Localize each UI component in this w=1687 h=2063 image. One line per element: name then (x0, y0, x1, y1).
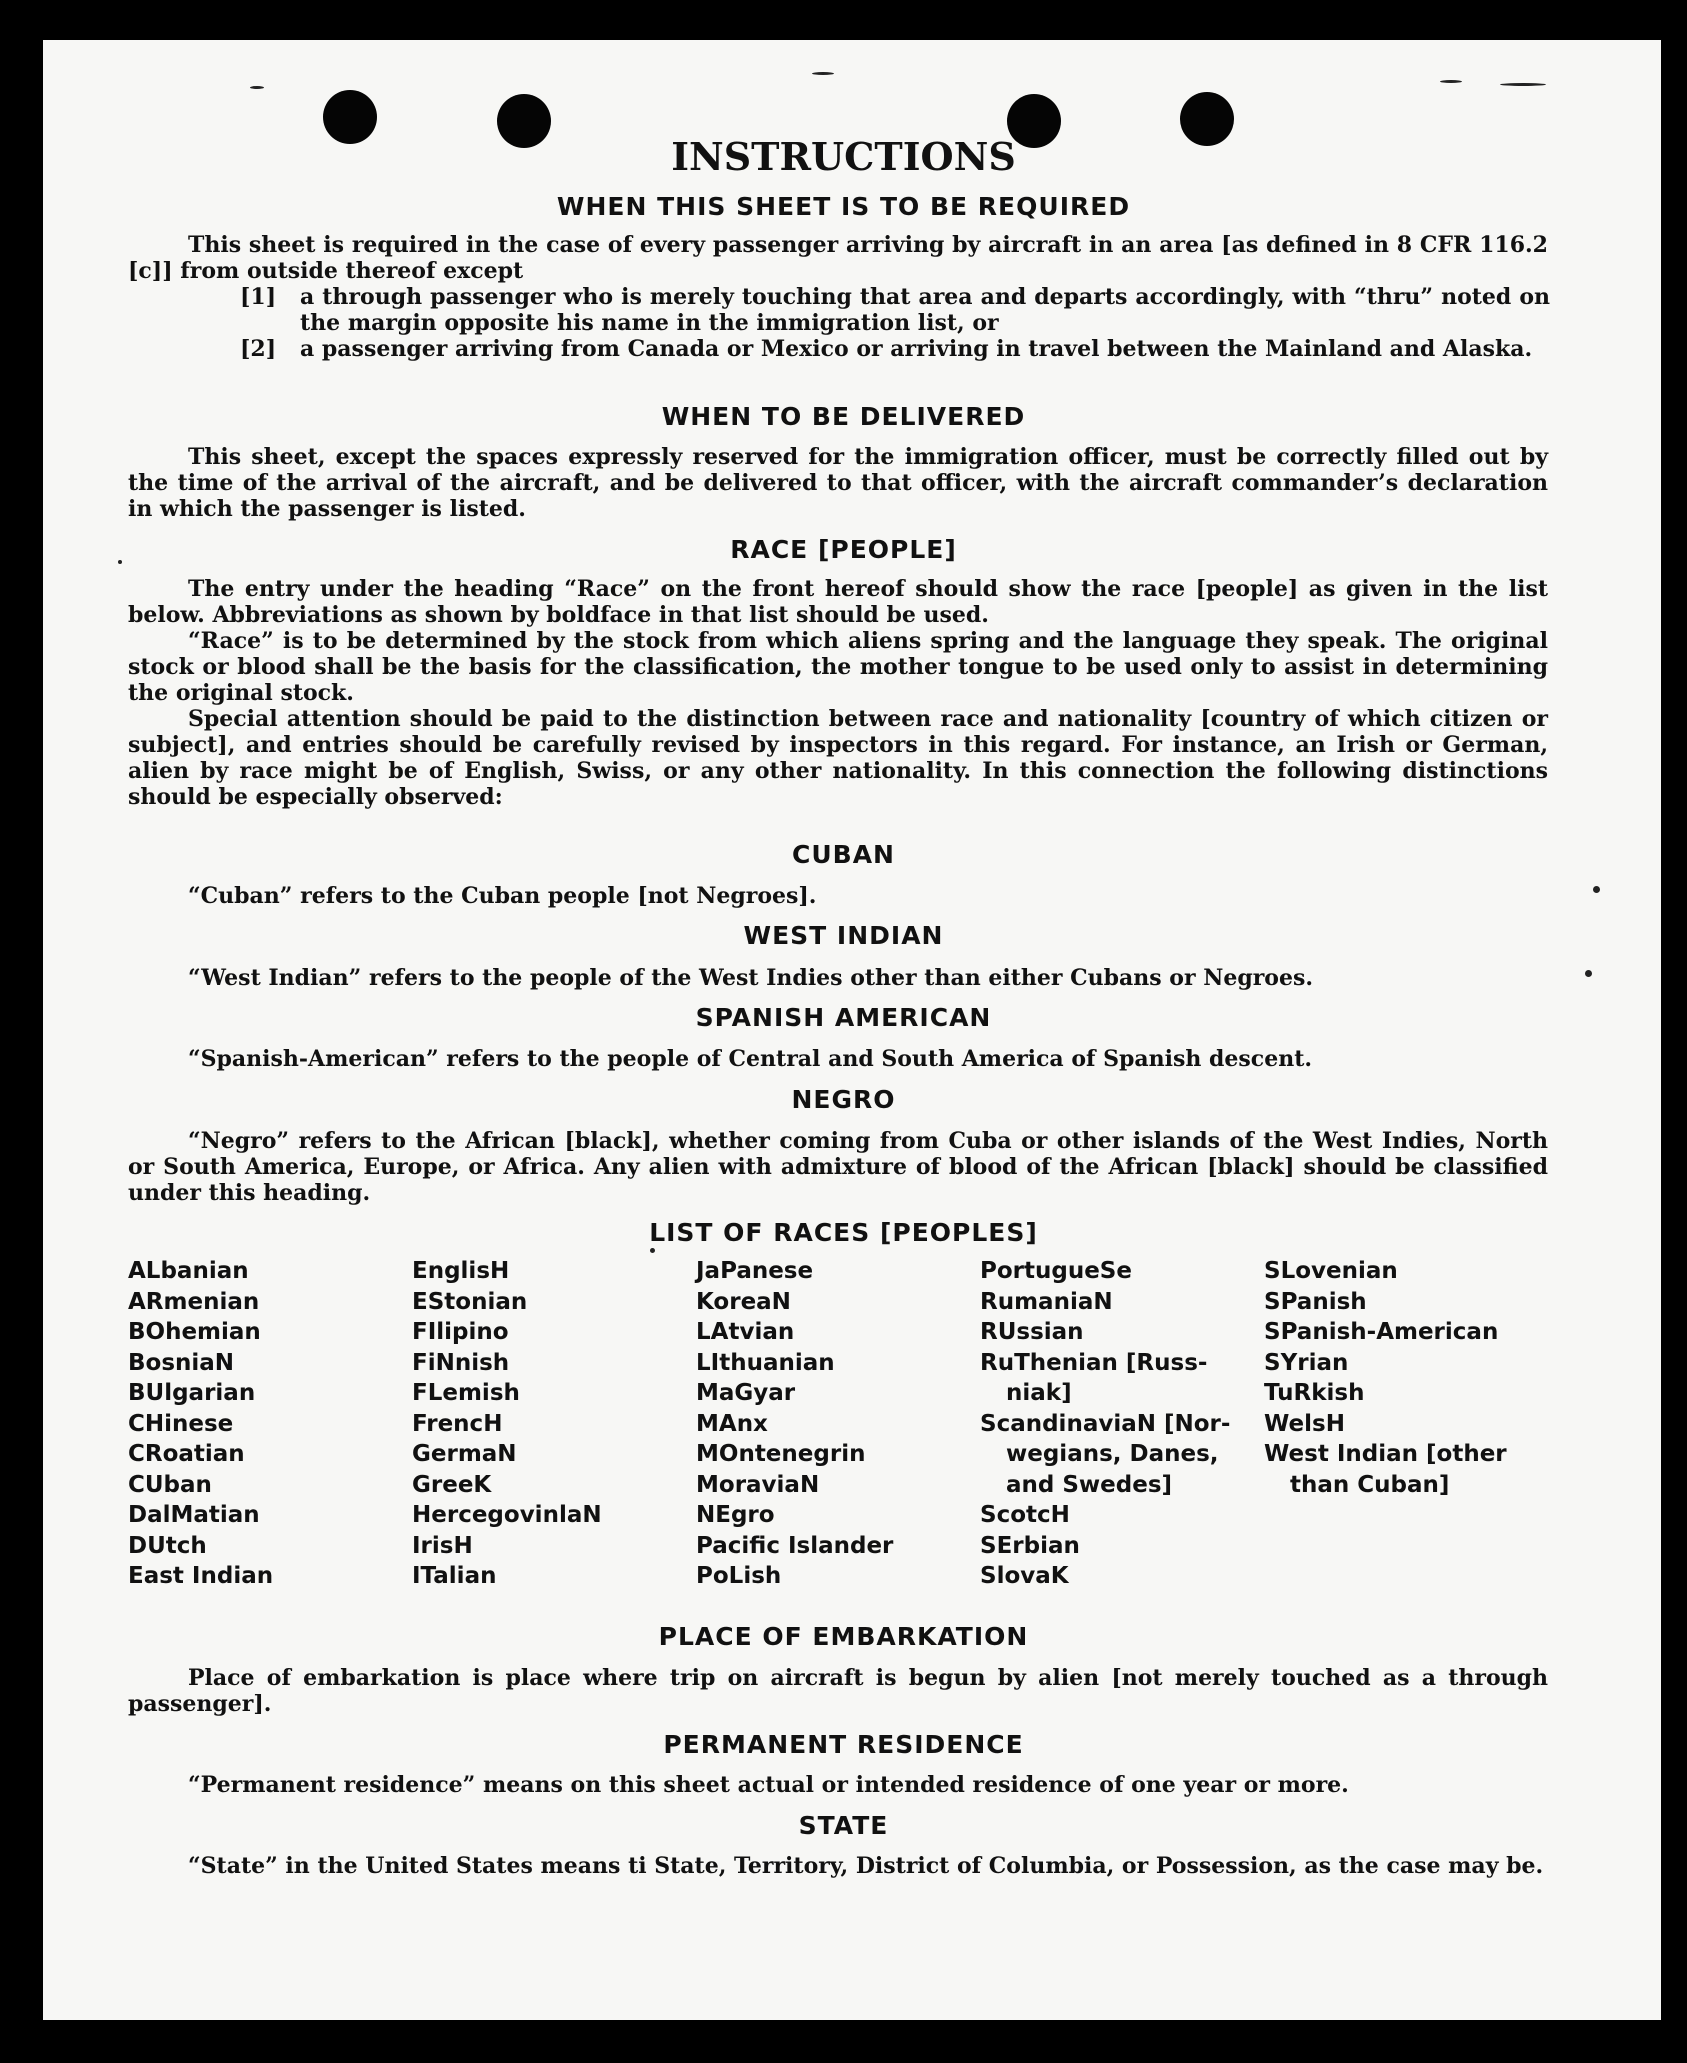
paragraph-text: “Permanent residence” means on this sheet actual or intended residence of one year or more. (188, 1772, 1349, 1798)
heading-required: WHEN THIS SHEET IS TO BE REQUIRED (556, 192, 1131, 221)
heading-cuban: CUBAN (792, 840, 895, 869)
race-item: FrencH (412, 1410, 503, 1437)
speck-mark (650, 1248, 655, 1253)
race-item: CUban (128, 1471, 212, 1498)
heading-list-of-races: LIST OF RACES [PEOPLES] (649, 1218, 1038, 1247)
race-item: IrisH (412, 1532, 473, 1559)
race-item: SPanish (1264, 1288, 1367, 1315)
race-item: KoreaN (696, 1288, 791, 1315)
paragraph-race (128, 576, 1548, 810)
race-item: SYrian (1264, 1349, 1349, 1376)
paragraph-state (128, 1853, 1548, 1879)
speck-mark (1440, 80, 1462, 83)
paragraph-text: Place of embarkation is place where trip on aircraft is begun by alien [not merely touched as a through passenger]. (128, 1665, 1548, 1717)
race-item: BUlgarian (128, 1380, 256, 1406)
speck-mark (1593, 886, 1600, 893)
list-item (240, 336, 1550, 362)
race-item: PoLish (696, 1563, 782, 1589)
race-item: BOhemian (128, 1319, 261, 1345)
race-item: ARmenian (128, 1288, 260, 1315)
heading-race: RACE [PEOPLE] (730, 535, 957, 564)
race-item: EStonian (412, 1288, 528, 1315)
heading-embarkation: PLACE OF EMBARKATION (658, 1622, 1029, 1651)
race-item: East Indian (128, 1563, 274, 1589)
race-item: SPanish-American (1264, 1319, 1499, 1345)
races-list (128, 1256, 1568, 1592)
race-item: JaPanese (696, 1258, 814, 1284)
page-title: INSTRUCTIONS (671, 134, 1016, 179)
race-item: MaGyar (696, 1380, 796, 1406)
heading-state: STATE (798, 1811, 889, 1840)
race-item: FIlipino (412, 1319, 509, 1345)
list-item (240, 284, 1550, 336)
race-item: SErbian (980, 1532, 1080, 1559)
race-item: LAtvian (696, 1319, 795, 1345)
paragraph-text: This sheet is required in the case of every passenger arriving by aircraft in an area [as defined in 8 CFR 116.2 [c]] from outside thereof except (128, 232, 1548, 284)
race-item: ScotcH (980, 1502, 1070, 1528)
race-item-continuation: niak] (1006, 1380, 1072, 1406)
item-text: a passenger arriving from Canada or Mexico or arriving in travel between the Mainland and Alaska. (300, 336, 1533, 362)
race-item: PortugueSe (980, 1258, 1132, 1284)
paragraph-text: “Negro” refers to the African [black], whether coming from Cuba or other islands of the West Indies, North or South America, Europe, or Africa. Any alien with admixture of blood of the African [black] should be classified under this heading. (128, 1128, 1548, 1206)
speck-mark (812, 72, 834, 75)
races-column (128, 1256, 412, 1592)
paragraph-required (128, 232, 1548, 284)
races-column (696, 1256, 980, 1592)
item-text: a through passenger who is merely touching that area and departs accordingly, with “thru” noted on the margin opposite his name in the immigration list, or (300, 284, 1550, 336)
race-item: DUtch (128, 1532, 207, 1559)
paragraph-text: “State” in the United States means ti State, Territory, District of Columbia, or Possession, as the case may be. (188, 1853, 1544, 1879)
paragraph-text: “Spanish-American” refers to the people of Central and South America of Spanish descent. (188, 1046, 1313, 1072)
race-item: RUssian (980, 1319, 1084, 1345)
paragraph-text: Special attention should be paid to the distinction between race and nationality [country of which citizen or subject], and entries should be carefully revised by inspectors in this regard. For instance, an Irish or German, alien by race might be of English, Swiss, or any other nationality. In this connection the following distinctions should be especially observed: (128, 706, 1548, 810)
item-number: [1] (240, 284, 277, 310)
paragraph-negro (128, 1128, 1548, 1206)
race-item-continuation: wegians, Danes, (1006, 1441, 1219, 1467)
race-item: CHinese (128, 1410, 234, 1437)
race-item: West Indian [other (1264, 1441, 1507, 1467)
race-item: DalMatian (128, 1502, 260, 1528)
race-item: GreeK (412, 1471, 492, 1498)
race-item: MOntenegrin (696, 1441, 866, 1467)
race-item: EnglisH (412, 1258, 510, 1284)
heading-spanish-american: SPANISH AMERICAN (695, 1003, 992, 1032)
paragraph-residence (128, 1772, 1548, 1798)
races-column (412, 1256, 696, 1592)
race-item: SLovenian (1264, 1258, 1398, 1284)
race-item: BosniaN (128, 1349, 235, 1376)
race-item: NEgro (696, 1502, 775, 1528)
paragraph-text: “Cuban” refers to the Cuban people [not Negroes]. (188, 883, 817, 909)
paragraph-text: The entry under the heading “Race” on the front hereof should show the race [people] as given in the list below. Abbreviations as shown by boldface in that list should be used. (128, 576, 1548, 628)
speck-mark (1500, 83, 1546, 86)
race-item: WelsH (1264, 1410, 1345, 1437)
heading-west-indian: WEST INDIAN (743, 921, 944, 950)
race-item: TuRkish (1264, 1380, 1365, 1406)
race-item: RuThenian [Russ- (980, 1349, 1208, 1376)
speck-mark (250, 86, 264, 89)
race-item-continuation: and Swedes] (1006, 1471, 1173, 1498)
exception-list (240, 284, 1550, 362)
races-column (1264, 1256, 1548, 1592)
paragraph-delivered (128, 444, 1548, 522)
heading-delivered: WHEN TO BE DELIVERED (661, 402, 1026, 431)
race-item: LIthuanian (696, 1349, 835, 1376)
race-item: RumaniaN (980, 1288, 1113, 1315)
race-item: GermaN (412, 1441, 517, 1467)
race-item: MAnx (696, 1410, 768, 1437)
item-number: [2] (240, 336, 277, 362)
race-item: ScandinaviaN [Nor- (980, 1410, 1231, 1437)
race-item: Pacific Islander (696, 1532, 894, 1559)
race-item-continuation: than Cuban] (1290, 1471, 1450, 1498)
race-item: FiNnish (412, 1349, 510, 1376)
race-item: MoraviaN (696, 1471, 820, 1498)
paragraph-text: This sheet, except the spaces expressly reserved for the immigration officer, must be correctly filled out by the time of the arrival of the aircraft, and be delivered to that officer, with the aircraft commander’s declaration in which the passenger is listed. (128, 444, 1548, 522)
paragraph-text: “West Indian” refers to the people of the West Indies other than either Cubans or Negroes. (188, 965, 1314, 991)
races-column (980, 1256, 1264, 1592)
paragraph-west-indian (128, 965, 1548, 991)
speck-mark (1585, 970, 1592, 977)
race-item: ITalian (412, 1563, 497, 1589)
race-item: ALbanian (128, 1258, 249, 1284)
race-item: CRoatian (128, 1441, 245, 1467)
paragraph-text: “Race” is to be determined by the stock from which aliens spring and the language they speak. The original stock or blood shall be the basis for the classification, the mother tongue to be used only to assist in determining the original stock. (128, 628, 1548, 706)
paragraph-embarkation (128, 1665, 1548, 1717)
paragraph-cuban (128, 883, 1548, 909)
race-item: FLemish (412, 1380, 520, 1406)
race-item: HercegovinlaN (412, 1502, 602, 1528)
heading-residence: PERMANENT RESIDENCE (663, 1730, 1024, 1759)
heading-negro: NEGRO (791, 1085, 896, 1114)
race-item: SlovaK (980, 1563, 1069, 1589)
paragraph-spanish-american (128, 1046, 1548, 1072)
